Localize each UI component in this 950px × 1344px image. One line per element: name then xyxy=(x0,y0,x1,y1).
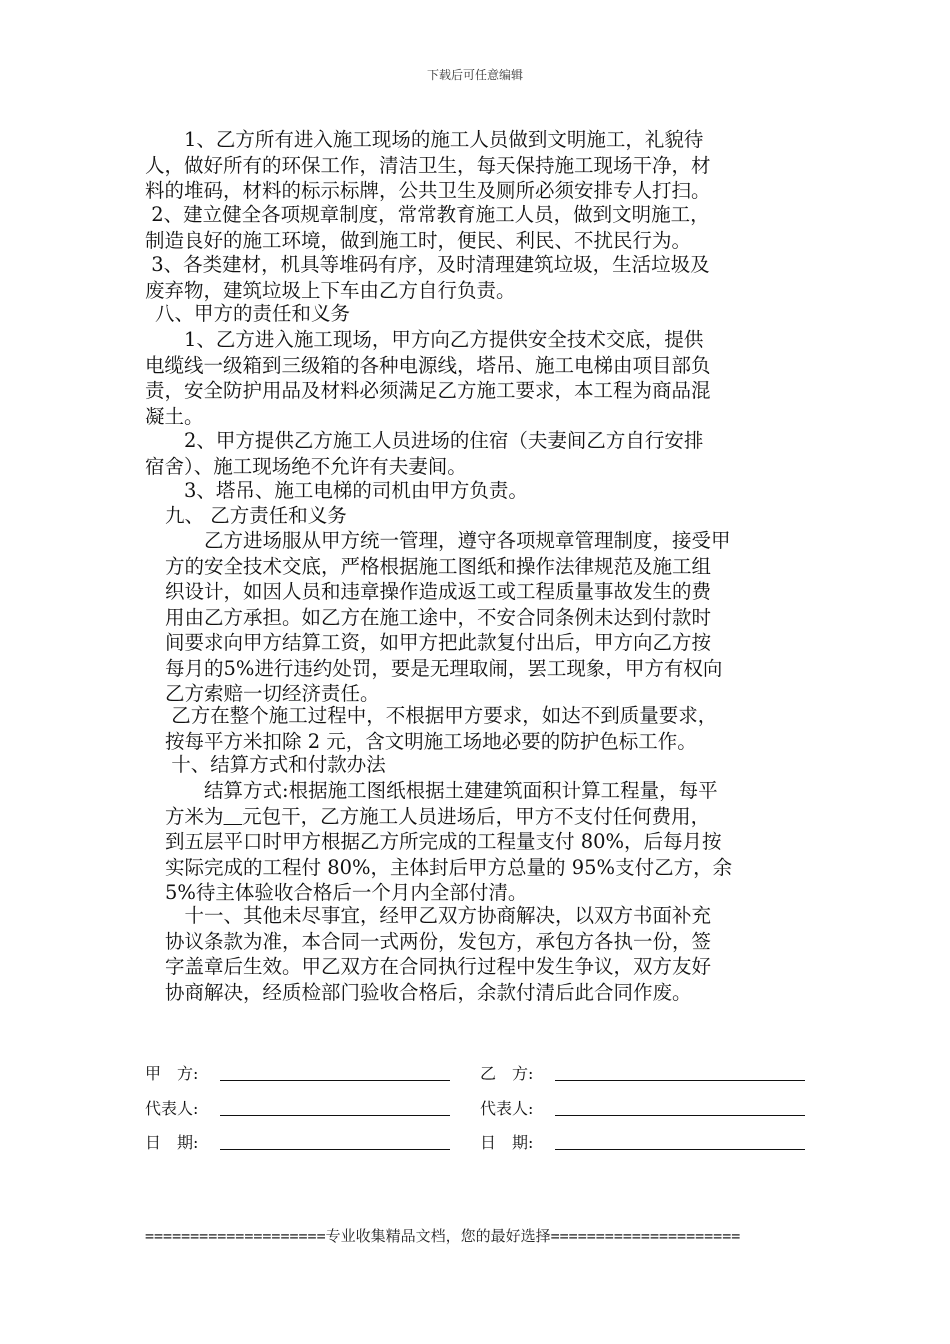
rep-b-line xyxy=(555,1115,805,1116)
date-a-label: 日 期: xyxy=(145,1133,199,1152)
page-header: 下载后可任意编辑 xyxy=(426,68,523,82)
section-9-heading: 九、 乙方责任和义务 xyxy=(165,504,347,527)
section-8-heading: 八、甲方的责任和义务 xyxy=(155,302,351,325)
price-blank xyxy=(224,805,243,828)
paragraph-8-2: 2、甲方提供乙方施工人员进场的住宿（夫妻间乙方自行安排 宿舍）、施工现场绝不允许有夫妻间。 xyxy=(145,429,704,478)
party-a-line xyxy=(220,1080,450,1081)
party-b-label: 乙 方: xyxy=(480,1064,534,1083)
paragraph-3: 3、各类建材，机具等堆码有序，及时清理建筑垃圾，生活垃圾及 废弃物，建筑垃圾上下车由乙方自行负责。 xyxy=(145,253,710,302)
rep-a-label: 代表人: xyxy=(145,1099,199,1118)
party-b-line xyxy=(555,1080,805,1081)
party-a-label: 甲 方: xyxy=(145,1064,199,1083)
page-footer: ====================专业收集精品文档，您的最好选择===================== xyxy=(145,1227,741,1245)
paragraph-9-1: 乙方进场服从甲方统一管理，遵守各项规章管理制度，接受甲 方的安全技术交底，严格根据施工图纸和操作法律规范及施工组 织设计，如因人员和违章操作造成返工或工程质量事故发生的费 用由乙方承担。如乙方在施工途中，不安合同条例未达到付款时 间要求向甲方结算工资，如甲方把此款复付出后，甲方向乙方按 每月的5%进行违约处罚，要是无理取闹，罢工现象，甲方有权向 乙方索赔一切经济责任。 xyxy=(165,529,731,705)
paragraph-10-1 xyxy=(165,778,732,906)
paragraph-8-1: 1、乙方进入施工现场，甲方向乙方提供安全技术交底，提供 电缆线一级箱到三级箱的各种电源线，塔吊、施工电梯由项目部负 责，安全防护用品及材料必须满足乙方施工要求，本工程为商品混 凝土。 xyxy=(145,328,711,428)
paragraph-8-3: 3、塔吊、施工电梯的司机由甲方负责。 xyxy=(145,479,528,502)
paragraph-2: 2、建立健全各项规章制度，常常教育施工人员，做到文明施工， 制造良好的施工环境，做到施工时，便民、利民、不扰民行为。 xyxy=(145,203,710,252)
date-b-line xyxy=(555,1149,805,1150)
paragraph-11: 十一、其他未尽事宜，经甲乙双方协商解决，以双方书面补充 协议条款为准，本合同一式两份，发包方，承包方各执一份，签 字盖章后生效。甲乙双方在合同执行过程中发生争议，双方友好 协商解决，经质检部门验收合格后，余款付清后此合同作废。 xyxy=(165,904,712,1004)
date-b-label: 日 期: xyxy=(480,1133,534,1152)
paragraph-1: 1、乙方所有进入施工现场的施工人员做到文明施工，礼貌待 人，做好所有的环保工作，清洁卫生，每天保持施工现场干净，材 料的堆码，材料的标示标牌，公共卫生及厕所必须安排专人打扫。 xyxy=(145,128,711,202)
payment-text-a: 结算方式:根据施工图纸根据土建建筑面积计算工程量，每平 方米为 xyxy=(165,779,718,828)
payment-text-b: 元包干，乙方施工人员进场后，甲方不支付任何费用， 到五层平口时甲方根据乙方所完成的工程量支付 80%，后每月按 实际完成的工程付 80%，主体封后甲方总量的 95%支付乙方，余 5%待主体验收合格后一个月内全部付清。 xyxy=(165,804,733,904)
rep-b-label: 代表人: xyxy=(480,1099,534,1118)
section-10-heading: 十、结算方式和付款办法 xyxy=(165,753,386,776)
date-a-line xyxy=(220,1149,450,1150)
paragraph-9-2: 乙方在整个施工过程中，不根据甲方要求，如达不到质量要求， 按每平方米扣除 2 元，含文明施工场地必要的防护色标工作。 xyxy=(165,704,718,753)
rep-a-line xyxy=(220,1115,450,1116)
